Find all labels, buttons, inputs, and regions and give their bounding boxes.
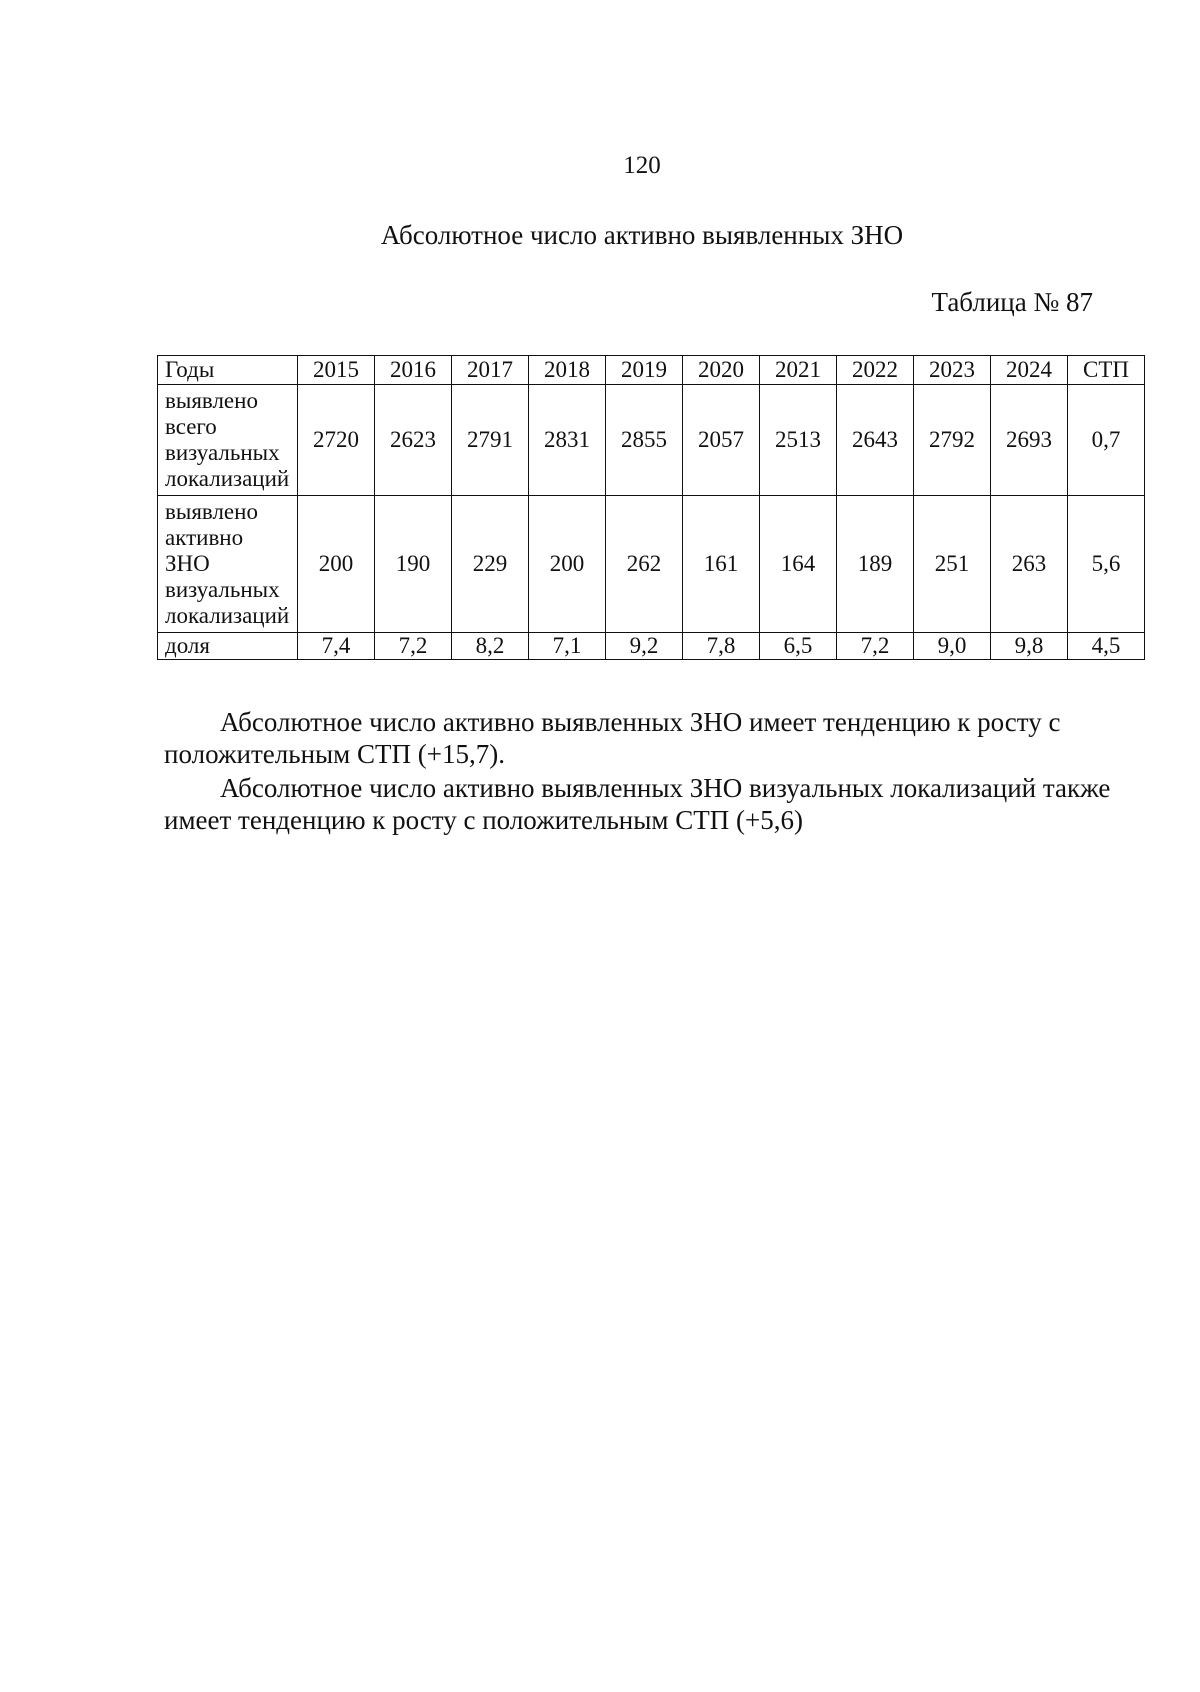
row-label-line: выявлено — [165, 499, 258, 524]
table-cell: 2720 — [298, 385, 375, 496]
table-cell: 263 — [991, 496, 1068, 633]
table-cell: 2855 — [606, 385, 683, 496]
header-label: Годы — [158, 356, 298, 385]
table-cell: 2831 — [529, 385, 606, 496]
table-cell: 189 — [837, 496, 914, 633]
row-label-line: визуальных — [165, 440, 280, 465]
table-cell: 2791 — [452, 385, 529, 496]
table-header-row — [158, 356, 1145, 385]
table-cell: 7,1 — [529, 633, 606, 660]
table-cell: 200 — [298, 496, 375, 633]
data-table — [157, 355, 1145, 660]
table-cell: 7,2 — [837, 633, 914, 660]
table-cell: 9,0 — [914, 633, 991, 660]
paragraph: Абсолютное число активно выявленных ЗНО имеет тенденцию к росту с положительным СТП (+15,7). — [164, 707, 1061, 769]
table-cell: 2693 — [991, 385, 1068, 496]
row-label-share — [158, 633, 298, 660]
header-year-2016: 2016 — [375, 356, 452, 385]
table-cell: 251 — [914, 496, 991, 633]
table-cell: 2623 — [375, 385, 452, 496]
header-year-2017: 2017 — [452, 356, 529, 385]
paragraph: Абсолютное число активно выявленных ЗНО визуальных локализаций также имеет тенденцию к росту с положительным СТП (+5,6) — [164, 773, 1111, 835]
table-cell: 8,2 — [452, 633, 529, 660]
row-label-actively-detected — [158, 496, 298, 633]
row-label-line: ЗНО — [165, 551, 210, 576]
header-year-2015: 2015 — [298, 356, 375, 385]
page-number: 120 — [623, 152, 661, 179]
row-label-line: локализаций — [165, 466, 290, 491]
row-label-line: визуальных — [165, 577, 280, 602]
row-label-total-detected — [158, 385, 298, 496]
header-year-2021: 2021 — [760, 356, 837, 385]
header-year-2018: 2018 — [529, 356, 606, 385]
header-year-2023: 2023 — [914, 356, 991, 385]
page-title: Абсолютное число активно выявленных ЗНО — [380, 220, 904, 250]
row-label-line: всего — [165, 414, 217, 439]
table-number: Таблица № 87 — [931, 287, 1093, 317]
row-label-line: локализаций — [165, 603, 290, 628]
header-year-2022: 2022 — [837, 356, 914, 385]
table-cell-stp: 0,7 — [1068, 385, 1145, 496]
row-label-line: доля — [165, 633, 210, 658]
table-row-share — [158, 633, 1145, 660]
table-row-actively-detected — [158, 496, 1145, 633]
table-cell: 7,4 — [298, 633, 375, 660]
body-text — [164, 706, 1129, 838]
table-cell: 9,8 — [991, 633, 1068, 660]
table-cell: 2643 — [837, 385, 914, 496]
table-cell: 2513 — [760, 385, 837, 496]
header-year-2020: 2020 — [683, 356, 760, 385]
table-cell: 161 — [683, 496, 760, 633]
table-cell: 2792 — [914, 385, 991, 496]
table-row-total-detected — [158, 385, 1145, 496]
table-cell: 2057 — [683, 385, 760, 496]
table-cell-stp: 5,6 — [1068, 496, 1145, 633]
table-cell: 7,2 — [375, 633, 452, 660]
table-cell: 7,8 — [683, 633, 760, 660]
header-stp: СТП — [1068, 356, 1145, 385]
table-cell: 200 — [529, 496, 606, 633]
header-year-2019: 2019 — [606, 356, 683, 385]
row-label-line: выявлено — [165, 388, 258, 413]
header-year-2024: 2024 — [991, 356, 1068, 385]
table-cell: 229 — [452, 496, 529, 633]
table-cell: 164 — [760, 496, 837, 633]
table-cell: 6,5 — [760, 633, 837, 660]
table-cell: 9,2 — [606, 633, 683, 660]
table-cell-stp: 4,5 — [1068, 633, 1145, 660]
row-label-line: активно — [165, 525, 244, 550]
table-cell: 190 — [375, 496, 452, 633]
table-cell: 262 — [606, 496, 683, 633]
